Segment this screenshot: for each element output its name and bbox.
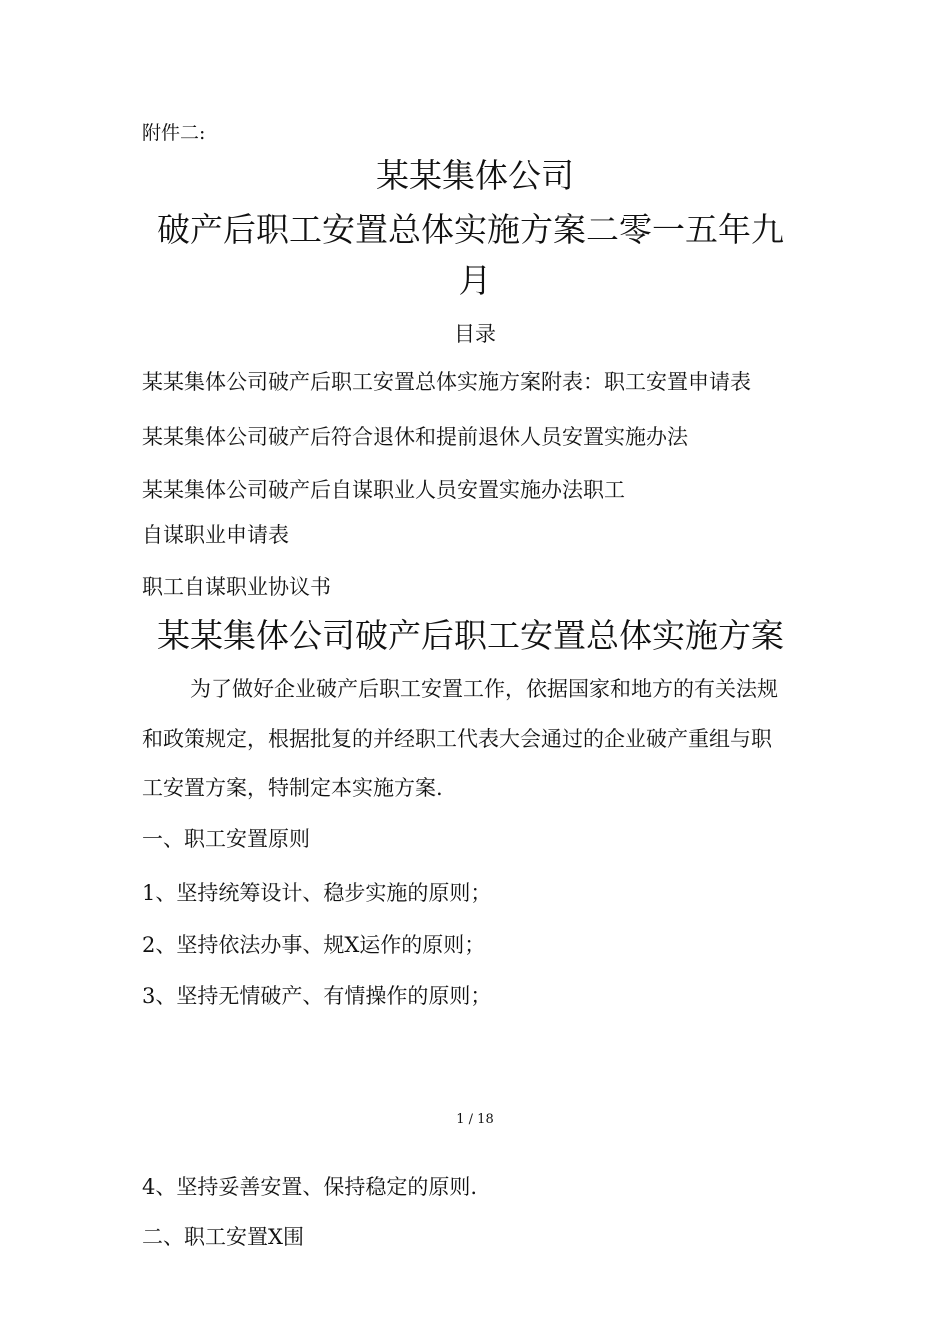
section2-heading: 二、职工安置X围 (142, 1225, 304, 1249)
toc-item: 职工自谋职业协议书 (142, 575, 331, 599)
toc-heading: 目录 (454, 322, 496, 346)
principle-item: 2、坚持依法办事、规X运作的原则； (142, 933, 486, 957)
cover-title-line2: 月 (458, 261, 492, 300)
cover-company: 某某集体公司 (376, 156, 574, 195)
intro-line: 工安置方案，特制定本实施方案. (142, 776, 443, 800)
toc-item: 某某集体公司破产后符合退休和提前退休人员安置实施办法 (142, 425, 688, 449)
principle-item: 3、坚持无情破产、有情操作的原则； (142, 984, 492, 1008)
intro-line: 和政策规定，根据批复的并经职工代表大会通过的企业破产重组与职 (142, 727, 772, 751)
principle-item: 1、坚持统筹设计、稳步实施的原则； (142, 881, 492, 905)
toc-item: 自谋职业申请表 (142, 523, 289, 547)
intro-line: 为了做好企业破产后职工安置工作，依据国家和地方的有关法规 (190, 677, 778, 701)
attachment-label: 附件二: (142, 122, 206, 144)
principle-item: 4、坚持妥善安置、保持稳定的原则. (142, 1175, 478, 1199)
section1-heading: 一、职工安置原则 (142, 827, 310, 851)
cover-title-line1: 破产后职工安置总体实施方案二零一五年九 (157, 210, 784, 249)
page-number: 1 / 18 (456, 1112, 494, 1127)
toc-item: 某某集体公司破产后职工安置总体实施方案附表：职工安置申请表 (142, 370, 751, 394)
main-title: 某某集体公司破产后职工安置总体实施方案 (157, 616, 784, 655)
toc-item: 某某集体公司破产后自谋职业人员安置实施办法职工 (142, 478, 625, 502)
